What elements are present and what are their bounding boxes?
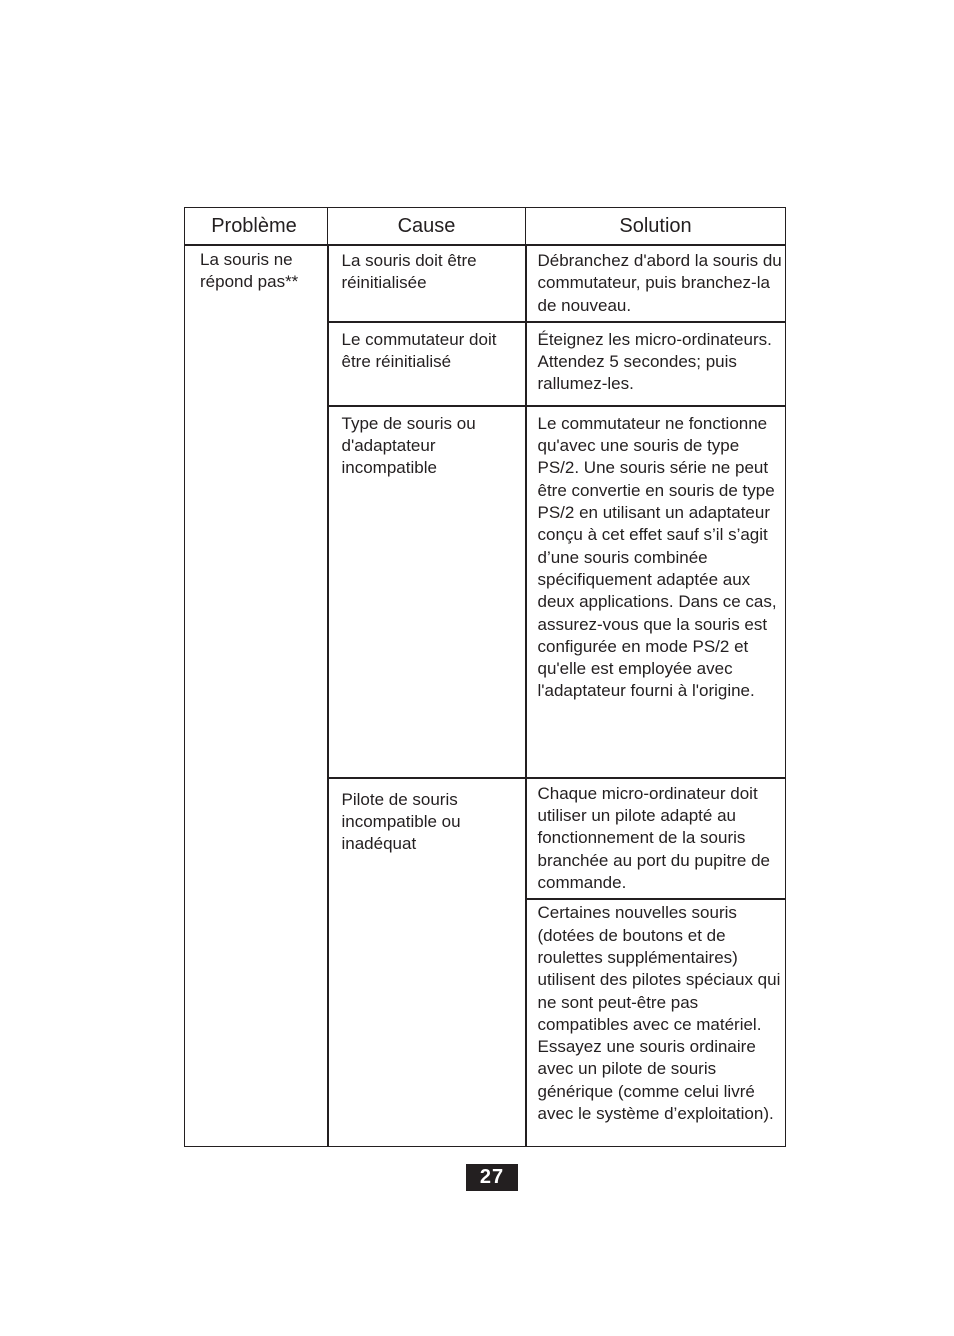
- table-row: [185, 245, 786, 322]
- header-solution: Solution: [526, 208, 786, 246]
- solution-cell: Débranchez d'abord la souris du commutateur, puis branchez-la de nouveau.: [526, 245, 786, 322]
- troubleshooting-table: [184, 207, 786, 1147]
- cause-cell: Le commutateur doit être réinitialisé: [328, 322, 526, 406]
- cause-cell: La souris doit être réinitialisée: [328, 245, 526, 322]
- header-probleme: Problème: [185, 208, 328, 246]
- solution-cell: Le commutateur ne fonctionne qu'avec une souris de type PS/2. Une souris série ne peut être convertie en souris de type PS/2 en utilisant un adaptateur conçu à cet effet sauf s’il s’agit d’une souris combinée spécifiquement adaptée aux deux applications. Dans ce cas, assurez-vous que la souris est configurée en mode PS/2 et qu'elle est employée avec l'adaptateur fourni à l'origine.: [526, 406, 786, 778]
- solution-cell: Éteignez les micro-ordinateurs. Attendez 5 secondes; puis rallumez-les.: [526, 322, 786, 406]
- cause-cell: Pilote de souris incompatible ou inadéquat: [328, 778, 526, 1147]
- cause-cell: Type de souris ou d'adaptateur incompatible: [328, 406, 526, 778]
- probleme-cell: La souris ne répond pas**: [185, 245, 328, 1147]
- page-number: 27: [466, 1164, 518, 1191]
- solution-cell: Chaque micro-ordinateur doit utiliser un pilote adapté au fonctionnement de la souris branchée au port du pupitre de commande.: [526, 778, 786, 899]
- solution-cell: Certaines nouvelles souris (dotées de boutons et de roulettes supplémentaires) utilisent des pilotes spéciaux qui ne sont peut-être pas compatibles avec ce matériel. Essayez une souris ordinaire avec un pilote de souris générique (comme celui livré avec le système d’exploitation).: [526, 899, 786, 1147]
- header-cause: Cause: [328, 208, 526, 246]
- table-header-row: [185, 208, 786, 246]
